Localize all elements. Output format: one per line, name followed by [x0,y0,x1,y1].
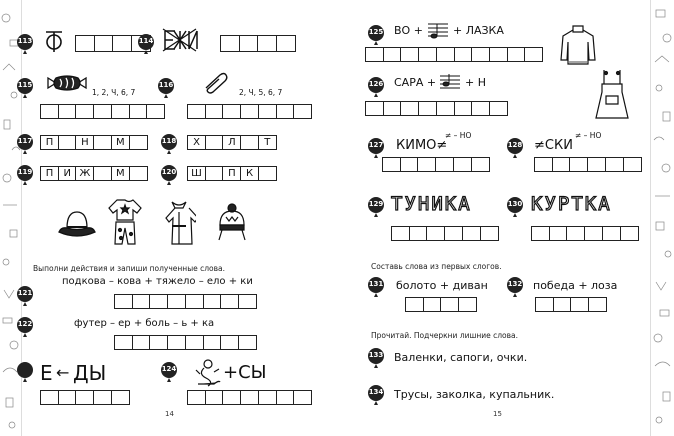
letter-cell: П [222,166,241,181]
answer-grid-122[interactable] [114,335,256,350]
answer-grid-132[interactable] [535,297,606,312]
word-130-outlined: КУРТКА [531,193,612,215]
decorative-doodle-border-right [650,0,674,436]
balloon-number-131: 131 [365,276,387,298]
letter-grid-119[interactable] [40,166,146,181]
knit-hat-icon [212,203,252,243]
instruction-text-2: Прочитай. Подчеркни лишние слова. [371,331,519,340]
balloon-number-127: 127 [365,137,387,159]
genie-icon [194,358,224,388]
word-129-outlined: ТУНИКА [391,193,472,215]
rebus-124-tail: +СЫ [223,362,267,383]
answer-grid-123[interactable] [40,390,129,405]
balloon-number-121: 121 [14,285,36,307]
letter-cell: Ш [187,166,206,181]
balloon-number-117: 117 [14,133,36,155]
answer-grid-128[interactable] [534,157,640,172]
pinafore-dress-icon [594,68,630,122]
bathrobe-icon [162,200,196,246]
balloon-number-129: 129 [365,196,387,218]
expression-126: САРА + [394,76,437,89]
pajamas-icon [107,198,143,246]
balloon-number-120: 120 [158,164,180,186]
letter-grid-120[interactable] [187,166,276,181]
rebus-123-letter: Е [40,361,53,385]
balloon-number-130: 130 [504,196,526,218]
letter-cell: Ж [75,166,94,181]
letter-grid-117[interactable] [40,135,146,150]
balloon-number-115: 115 [14,77,36,99]
expression-122: футер – ер + боль – ь + ка [74,318,215,329]
expression-131: болото + диван [396,279,488,292]
answer-grid-116[interactable] [187,104,311,119]
balloon-number-128: 128 [504,137,526,159]
letter-cell: П [40,135,59,150]
answer-grid-130[interactable] [531,226,637,241]
arrow-left-icon: ← [56,363,70,382]
balloon-number-132: 132 [504,276,526,298]
hint-115: 1, 2, Ч, 6, 7 [92,88,136,97]
instruction-text-1: Составь слова из первых слогов. [371,262,502,271]
sweater-icon [559,24,597,66]
rebus-113-letter [44,28,64,54]
letter-cell: И [58,166,77,181]
expression-125-tail: + ЛАЗКА [453,24,504,37]
balloon-number-124: 124 [158,361,180,383]
balloon-number-125: 125 [365,24,387,46]
left-page [17,0,339,436]
letter-cell: Н [75,135,94,150]
answer-grid-125[interactable] [365,47,542,62]
balloon-number-113: 113 [14,33,36,55]
word-127: КИМО≠ [396,138,448,153]
paper-clip-icon [202,70,230,94]
balloon-number-134: 134 [365,384,387,406]
sentence-133: Валенки, сапоги, очки. [394,351,528,364]
balloon-number-123 [14,361,36,383]
balloon-number-122: 122 [14,316,36,338]
balloon-number-118: 118 [158,133,180,155]
letter-cell: М [111,135,130,150]
hint-116: 2, Ч, 5, 6, 7 [239,88,283,97]
letter-cell: П [40,166,59,181]
word-128: ≠СКИ [534,138,573,153]
sentence-134: Трусы, заколка, купальник. [394,388,555,401]
music-notes-icon [439,72,461,92]
answer-grid-126[interactable] [365,101,507,116]
hint-127: ≠ – НО [445,131,472,140]
right-page [339,0,650,436]
answer-grid-129[interactable] [391,226,497,241]
balloon-number-133: 133 [365,347,387,369]
balloon-number-114: 114 [135,33,157,55]
answer-grid-121[interactable] [114,294,256,309]
hint-128: ≠ – НО [575,131,602,140]
letter-cell: К [240,166,259,181]
expression-125: ВО + [394,24,423,37]
answer-grid-131[interactable] [405,297,476,312]
letter-cell: Т [258,135,277,150]
rebus-114-crossed-letters [162,27,198,53]
answer-grid-115[interactable] [40,104,164,119]
hat-icon [57,208,97,242]
expression-132: победа + лоза [533,279,618,292]
letter-grid-118[interactable] [187,135,276,150]
letter-cell: Л [222,135,241,150]
expression-126-tail: + Н [465,76,486,89]
candy-icon [44,74,90,92]
music-notes-icon [427,20,449,40]
answer-grid-124[interactable] [187,390,311,405]
letter-cell: М [111,166,130,181]
page-number-left: 14 [165,410,174,418]
doodle-pattern-icon [651,0,674,436]
balloon-number-126: 126 [365,76,387,98]
rebus-123-tail: ДЫ [73,361,107,385]
answer-grid-127[interactable] [382,157,488,172]
instruction-text: Выполни действия и запиши полученные слова. [33,264,226,273]
expression-121: подкова – кова + тяжело – ело + ки [62,276,253,287]
letter-cell: Х [187,135,206,150]
balloon-number-116: 116 [155,77,177,99]
page-number-right: 15 [493,410,502,418]
answer-grid-114[interactable] [220,35,295,52]
balloon-number-119: 119 [14,164,36,186]
